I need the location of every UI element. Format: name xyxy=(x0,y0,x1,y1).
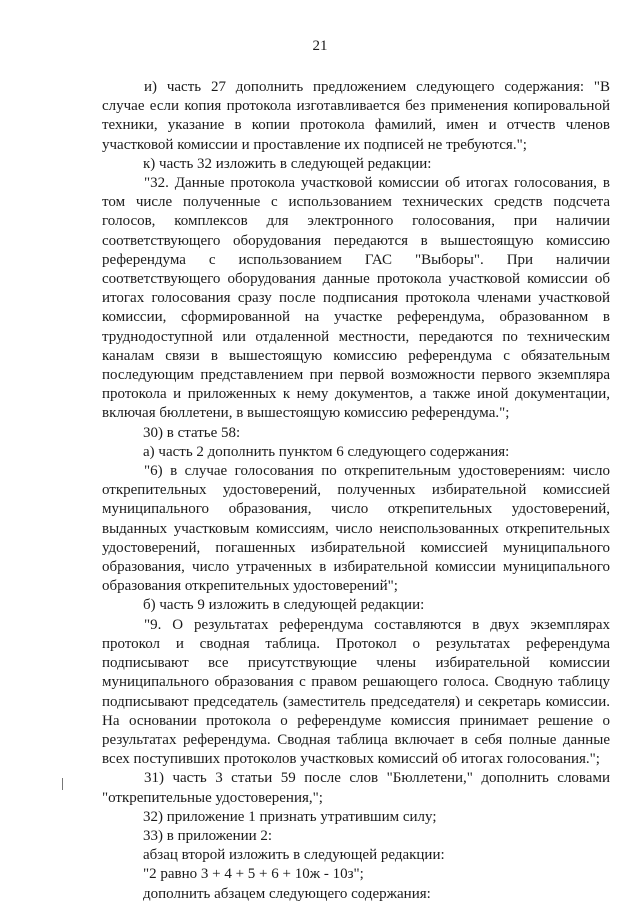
paragraph-formula: "2 равно 3 + 4 + 5 + 6 + 10ж - 10з"; xyxy=(143,866,364,883)
paragraph-subitem-b: б) часть 9 изложить в следующей редакции: xyxy=(143,597,425,614)
paragraph-item-30: 30) в статье 58: xyxy=(143,424,241,441)
paragraph-part-32-text: "32. Данные протокола участковой комиссии об итогах голосования, в том числе полученные с использованием технических средств подсчета голосов, комплексов для электронного голосования, при наличии соответствующего оборудования передаются в вышестоящую комиссию референдума с использованием ГАС "Выборы". При наличии соответствующего оборудования данные протокола участковой комиссии об итогах голосования сразу после подписания протокола членами участковой комиссии, сформированной на участке референдума, образованном в труднодоступной или отдаленной местности, передаются по техническим каналам связи в вышестоящую комиссию референдума с обязательным последующим представлением при первой возможности первого экземпляра протокола и приложенных к нему документов, а также иной документации, включая бюллетени, в вышестоящую комиссию референдума."; xyxy=(102,175,610,422)
paragraph-item-32: 32) приложение 1 признать утратившим силу; xyxy=(143,808,437,825)
margin-mark xyxy=(62,778,63,790)
document-body xyxy=(102,78,610,904)
paragraph-clause-k: к) часть 32 изложить в следующей редакции: xyxy=(143,155,432,172)
paragraph-point-6-text: "6) в случае голосования по открепительным удостоверениям: число открепительных удостоверений, полученных избирательной комиссией муниципального образования, число открепительных удостоверений, выданных участковым комиссиям, число неиспользованных открепительных удостоверений, погашенных избирательной комиссией муниципального образования, число утраченных в избирательной комиссии муниципального образования открепительных удостоверений"; xyxy=(102,463,610,595)
paragraph-item-31: 31) часть 3 статьи 59 после слов "Бюллетени," дополнить словами "открепительные удостоверения,"; xyxy=(102,770,610,806)
paragraph-part-9-text: "9. О результатах референдума составляются в двух экземплярах протокол и сводная таблица. Протокол о результатах референдума подписывают все присутствующие члены избирательной комиссии муниципального образования с правом решающего голоса. Сводную таблицу подписывают председатель (заместитель председателя) и секретарь комиссии. На основании протокола о референдуме комиссия принимает решение о результатах референдума. Сводная таблица включает в себя полные данные всех поступивших протоколов участковых комиссий об итогах голосования."; xyxy=(102,616,610,768)
page-number: 21 xyxy=(312,38,328,54)
paragraph-second-abzac: абзац второй изложить в следующей редакции: xyxy=(143,847,445,864)
paragraph-subitem-a: а) часть 2 дополнить пунктом 6 следующего содержания: xyxy=(143,443,510,460)
paragraph-item-33: 33) в приложении 2: xyxy=(143,827,273,844)
paragraph-clause-i: и) часть 27 дополнить предложением следующего содержания: "В случае если копия протокола изготавливается без применения копировальной техники, указание в копии протокола фамилий, имен и отчеств членов участковой комиссии и проставление их подписей не требуются."; xyxy=(102,79,610,153)
paragraph-add-abzac: дополнить абзацем следующего содержания: xyxy=(143,885,431,902)
